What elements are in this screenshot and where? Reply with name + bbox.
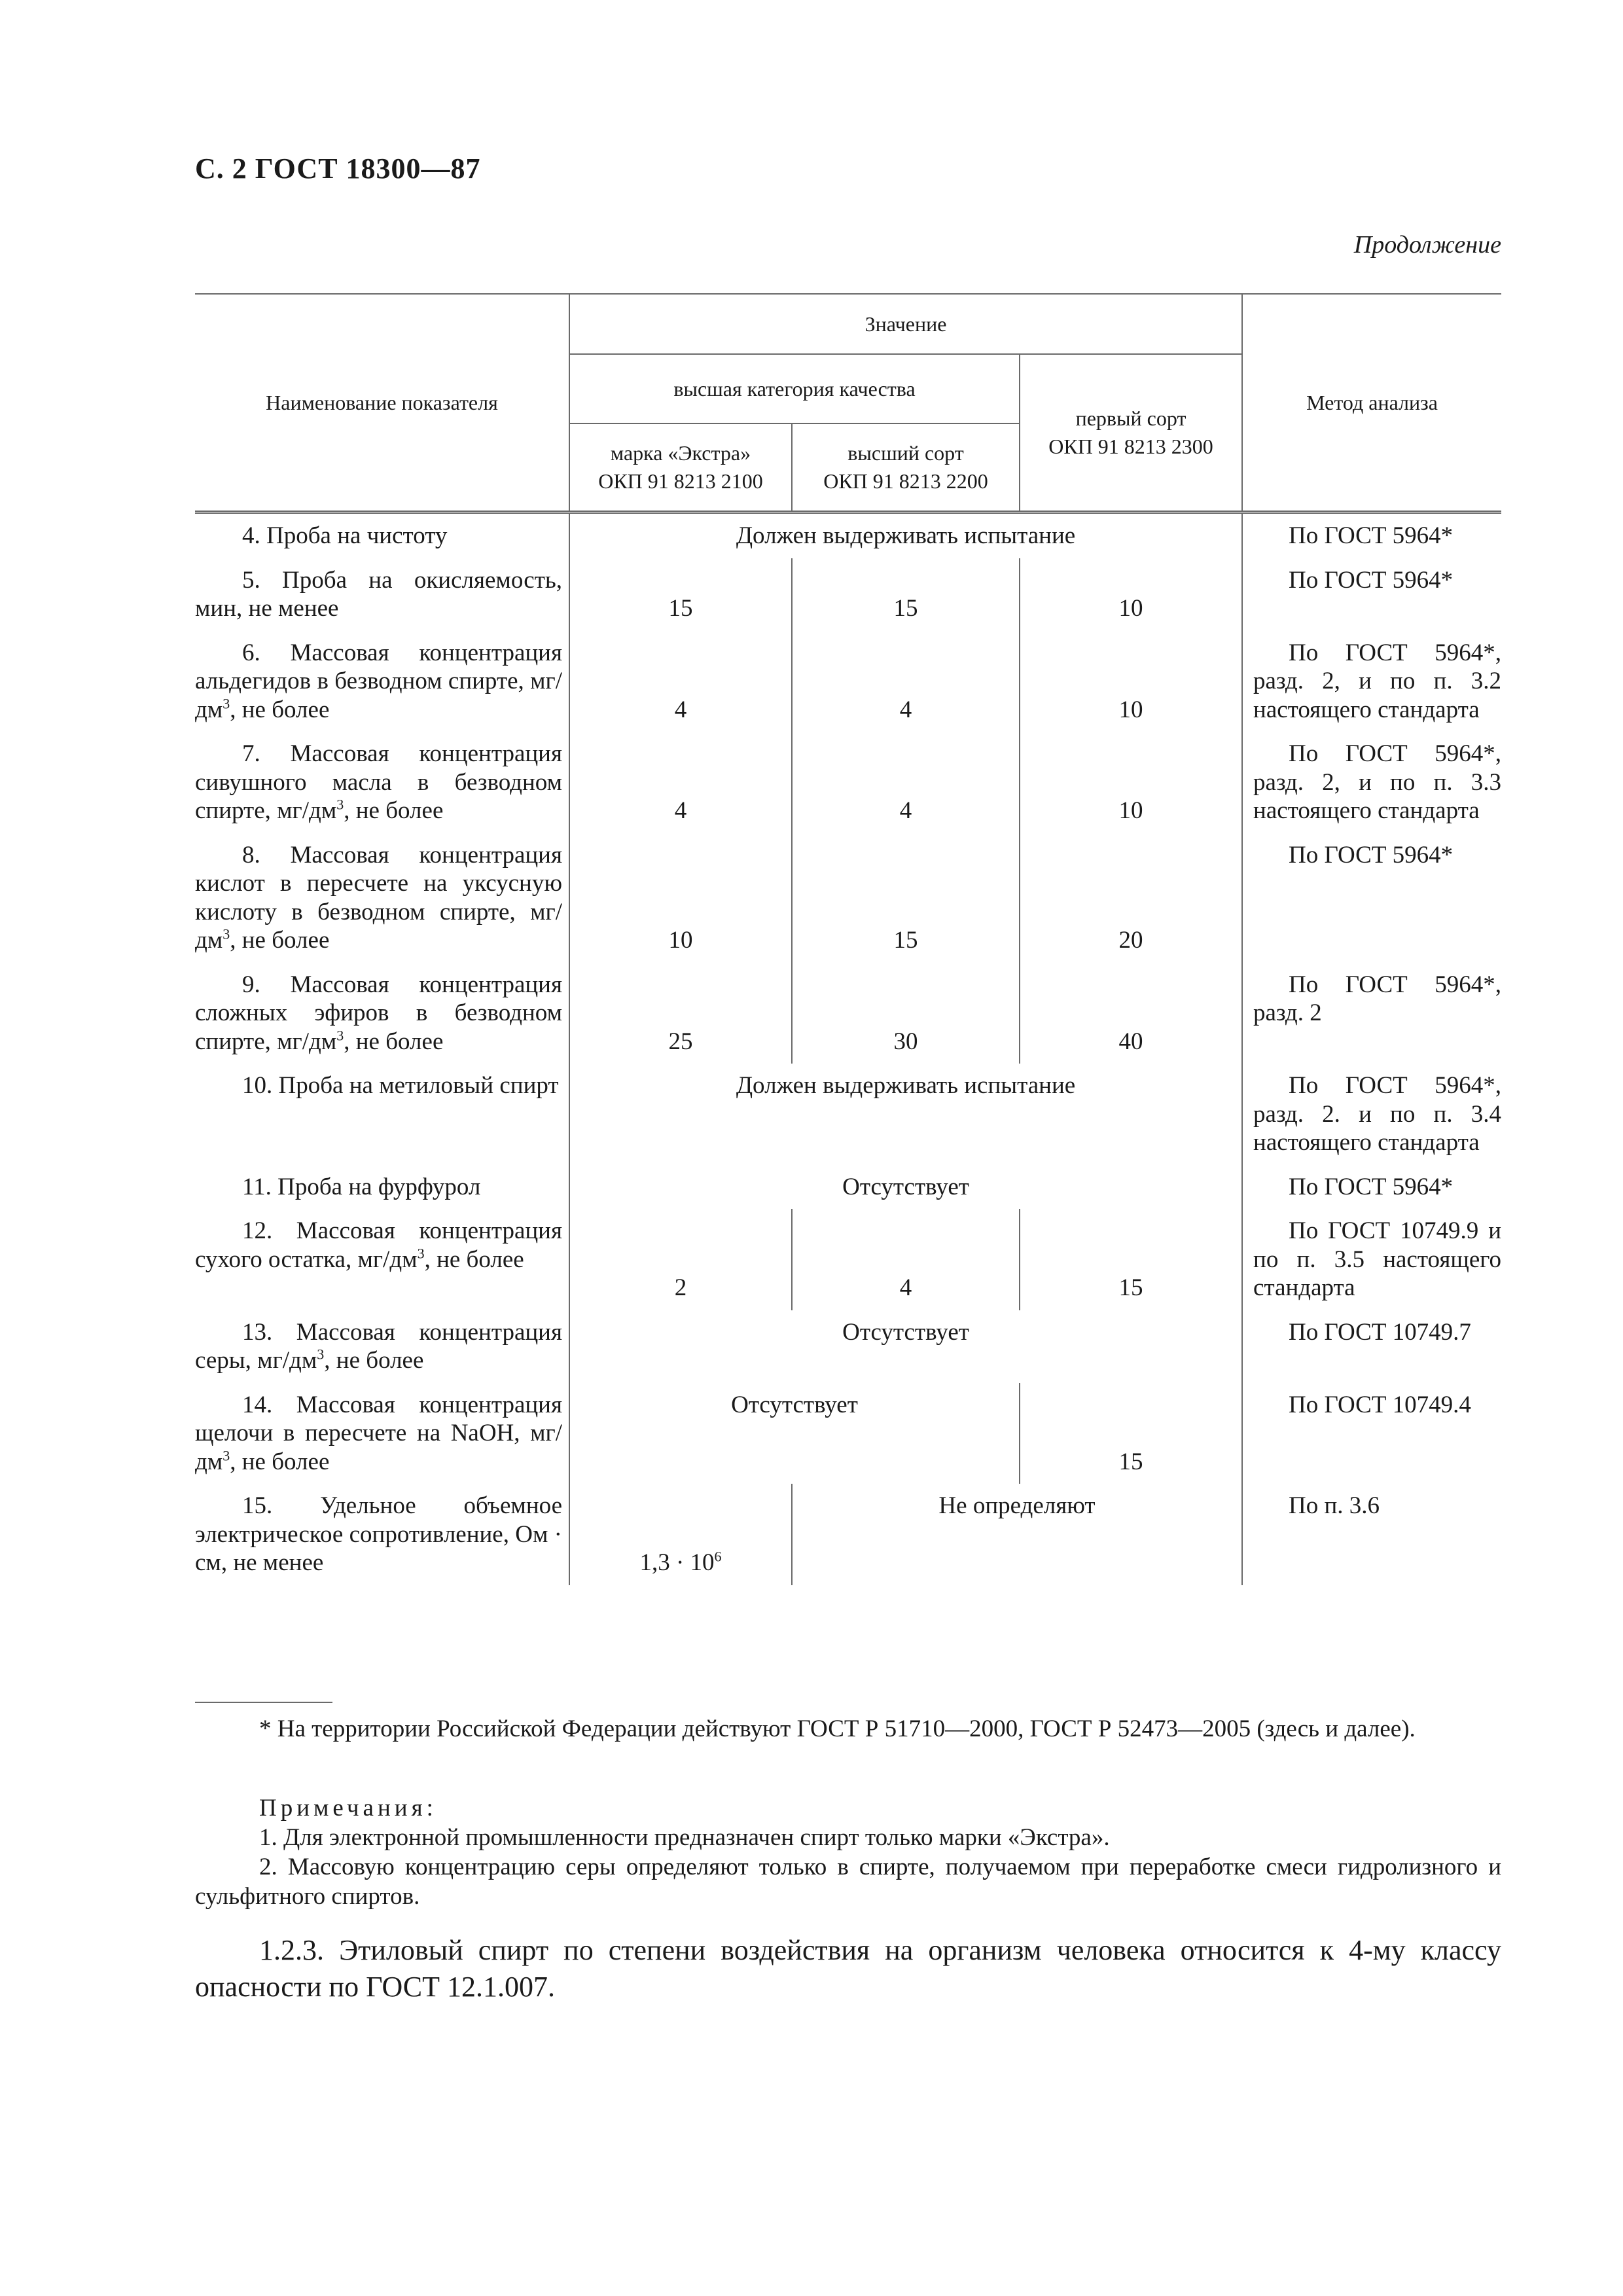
row-method: По ГОСТ 5964* bbox=[1289, 522, 1454, 549]
row-method: По п. 3.6 bbox=[1289, 1492, 1380, 1519]
row-value-extra: 4 bbox=[569, 732, 792, 833]
row-method: По ГОСТ 5964*, разд. 2. и по п. 3.4 настоящего стандарта bbox=[1253, 1072, 1502, 1156]
row-method: По ГОСТ 10749.4 bbox=[1289, 1391, 1471, 1418]
row-name: 7. Массовая концентрация сивушного масла в безводном спирте, $мг/дм^3$, не более bbox=[195, 740, 562, 824]
row-value-top: 15 bbox=[792, 833, 1020, 963]
note-item: 1. Для электронной промышленности предназначен спирт только марки «Экстра». bbox=[259, 1824, 1110, 1851]
page-header: С. 2 ГОСТ 18300—87 bbox=[195, 152, 481, 185]
row-name: 11. Проба на фурфурол bbox=[242, 1173, 481, 1200]
specification-table bbox=[195, 293, 1501, 1585]
row-method: По ГОСТ 5964*, разд. 2, и по п. 3.3 настоящего стандарта bbox=[1253, 740, 1502, 824]
table-row bbox=[195, 833, 1501, 963]
row-name: 6. Массовая концентрация альдегидов в безводном спирте, $мг/дм^3$, не более bbox=[195, 639, 562, 723]
row-name: 9. Массовая концентрация сложных эфиров в безводном спирте, $мг/дм^3$, не более bbox=[195, 971, 562, 1055]
note-item: 2. Массовую концентрацию серы определяют только в спирте, получаемом при переработке смеси гидролизного и сульфитного спиртов. bbox=[195, 1854, 1501, 1910]
row-value-first: 10 bbox=[1020, 558, 1242, 631]
row-method: По ГОСТ 10749.9 и по п. 3.5 настоящего стандарта bbox=[1253, 1217, 1502, 1301]
row-value-top: 15 bbox=[792, 558, 1020, 631]
table-row bbox=[195, 732, 1501, 833]
notes-title: Примечания: bbox=[259, 1795, 437, 1821]
row-name: 15. Удельное объемное электрическое сопротивление, Ом · см, не менее bbox=[195, 1492, 562, 1576]
row-value-extra: $1,3 \cdot 10^6$ bbox=[569, 1484, 792, 1585]
row-name: 10. Проба на метиловый спирт bbox=[242, 1072, 559, 1099]
row-value-span: Отсутствует bbox=[569, 1165, 1242, 1210]
notes-block bbox=[195, 1793, 1501, 1911]
row-name: 4. Проба на чистоту bbox=[242, 522, 448, 549]
row-value-first: 10 bbox=[1020, 732, 1242, 833]
col-header-first-grade: первый сорт ОКП 91 8213 2300 bbox=[1020, 354, 1242, 512]
row-value-first: 40 bbox=[1020, 963, 1242, 1064]
table-row bbox=[195, 631, 1501, 732]
row-value-extra: 10 bbox=[569, 833, 792, 963]
row-method: По ГОСТ 5964* bbox=[1289, 566, 1454, 594]
row-value-span: Отсутствует bbox=[569, 1383, 1020, 1484]
row-name: 13. Массовая концентрация серы, $мг/дм^3$, не более bbox=[195, 1318, 562, 1374]
col-header-value: Значение bbox=[569, 294, 1242, 354]
row-value-top: 30 bbox=[792, 963, 1020, 1064]
row-value-first: 15 bbox=[1020, 1209, 1242, 1310]
row-value-span: Должен выдерживать испытание bbox=[569, 512, 1242, 558]
row-value-first: 10 bbox=[1020, 631, 1242, 732]
table-row bbox=[195, 1310, 1501, 1383]
row-name: 8. Массовая концентрация кислот в пересчете на уксусную кислоту в безводном спирте, $мг/дм^3$, не более bbox=[195, 841, 562, 954]
row-value-extra: 25 bbox=[569, 963, 792, 1064]
col-header-method: Метод анализа bbox=[1242, 294, 1501, 512]
table-row bbox=[195, 512, 1501, 558]
footnote: * На территории Российской Федерации действуют ГОСТ Р 51710—2000, ГОСТ Р 52473—2005 (здесь и далее). bbox=[259, 1715, 1416, 1742]
col-header-extra: марка «Экстра» ОКП 91 8213 2100 bbox=[569, 423, 792, 512]
table-row bbox=[195, 1484, 1501, 1585]
row-name: 5. Проба на окисляемость, мин, не менее bbox=[195, 566, 562, 622]
table-row bbox=[195, 963, 1501, 1064]
table-row bbox=[195, 1209, 1501, 1310]
col-header-top-grade: высший сорт ОКП 91 8213 2200 bbox=[792, 423, 1020, 512]
col-header-name: Наименование показателя bbox=[195, 294, 569, 512]
table-row bbox=[195, 1165, 1501, 1210]
row-value-span: Не определяют bbox=[792, 1484, 1242, 1585]
body-paragraph: 1.2.3. Этиловый спирт по степени воздействия на организм человека относится к 4-му классу опасности по ГОСТ 12.1.007. bbox=[195, 1934, 1501, 2003]
row-value-extra: 15 bbox=[569, 558, 792, 631]
row-method: По ГОСТ 10749.7 bbox=[1289, 1318, 1471, 1346]
row-method: По ГОСТ 5964*, разд. 2, и по п. 3.2 настоящего стандарта bbox=[1253, 639, 1502, 723]
table-row bbox=[195, 1383, 1501, 1484]
continuation-label: Продолжение bbox=[1353, 231, 1501, 259]
row-value-top: 4 bbox=[792, 631, 1020, 732]
row-method: По ГОСТ 5964*, разд. 2 bbox=[1253, 971, 1502, 1026]
row-value-first: 15 bbox=[1020, 1383, 1242, 1484]
table-row bbox=[195, 558, 1501, 631]
row-value-top: 4 bbox=[792, 732, 1020, 833]
row-value-extra: 2 bbox=[569, 1209, 792, 1310]
row-method: По ГОСТ 5964* bbox=[1289, 1173, 1454, 1200]
table-row bbox=[195, 1064, 1501, 1165]
row-value-span: Отсутствует bbox=[569, 1310, 1242, 1383]
row-value-first: 20 bbox=[1020, 833, 1242, 963]
row-value-top: 4 bbox=[792, 1209, 1020, 1310]
row-value-span: Должен выдерживать испытание bbox=[569, 1064, 1242, 1165]
row-name: 14. Массовая концентрация щелочи в пересчете на NaOH, $мг/дм^3$, не более bbox=[195, 1391, 562, 1475]
row-name: 12. Массовая концентрация сухого остатка, $мг/дм^3$, не более bbox=[195, 1217, 562, 1273]
row-value-extra: 4 bbox=[569, 631, 792, 732]
row-method: По ГОСТ 5964* bbox=[1289, 841, 1454, 869]
col-header-highest-category: высшая категория качества bbox=[569, 354, 1020, 423]
footnote-separator bbox=[195, 1702, 332, 1703]
